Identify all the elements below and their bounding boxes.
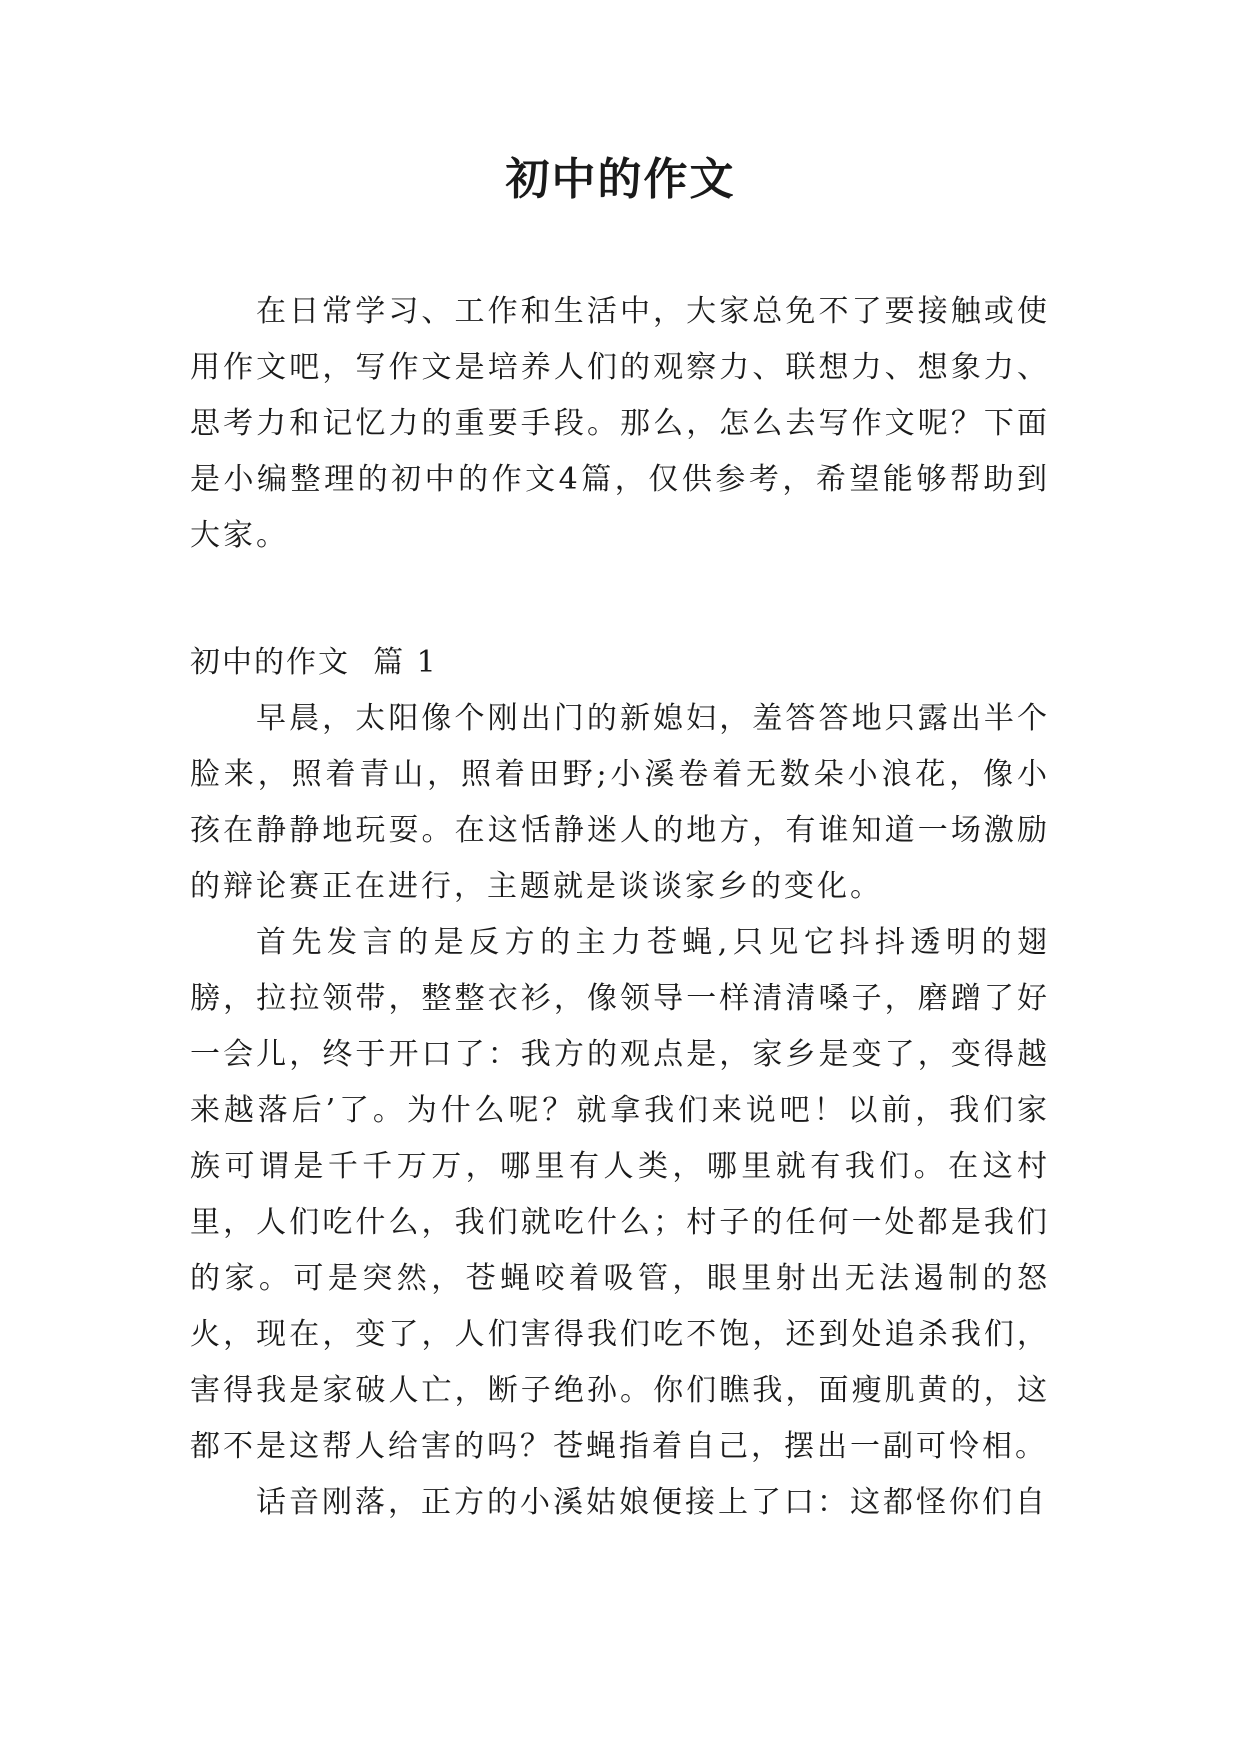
document-title: 初中的作文 — [505, 154, 736, 205]
intro-paragraph: 在日常学习、工作和生活中，大家总免不了要接触或使用作文吧，写作文是培养人们的观察力、联想力、想象力、思考力和记忆力的重要手段。那么，怎么去写作文呢？下面是小编整理的初中的作文4篇，仅供参考，希望能够帮助到大家。 — [190, 294, 1050, 553]
essay-paragraph: 早晨，太阳像个刚出门的新媳妇，羞答答地只露出半个脸来，照着青山，照着田野;小溪卷着无数朵小浪花，像小孩在静静地玩耍。在这恬静迷人的地方，有谁知道一场激励的辩论赛正在进行，主题就是谈谈家乡的变化。 — [190, 701, 1050, 904]
essay-paragraph: 话音刚落，正方的小溪姑娘便接上了口：这都怪你们自 — [256, 1485, 1048, 1520]
essay-paragraph: 首先发言的是反方的主力苍蝇,只见它抖抖透明的翅膀，拉拉领带，整整衣衫，像领导一样清清嗓子，磨蹭了好一会儿，终于开口了：我方的观点是，家乡是变了，变得越来越落后’了。为什么呢？就拿我们来说吧！以前，我们家族可谓是千千万万，哪里有人类，哪里就有我们。在这村里，人们吃什么，我们就吃什么；村子的任何一处都是我们的家。可是突然，苍蝇咬着吸管，眼里射出无法遏制的怒火，现在，变了，人们害得我们吃不饱，还到处追杀我们，害得我是家破人亡，断子绝孙。你们瞧我，面瘦肌黄的，这都不是这帮人给害的吗？苍蝇指着自己，摆出一副可怜相。 — [190, 925, 1050, 1464]
essay-body — [190, 691, 1050, 1531]
section-heading: 初中的作文 篇 1 — [190, 645, 438, 680]
